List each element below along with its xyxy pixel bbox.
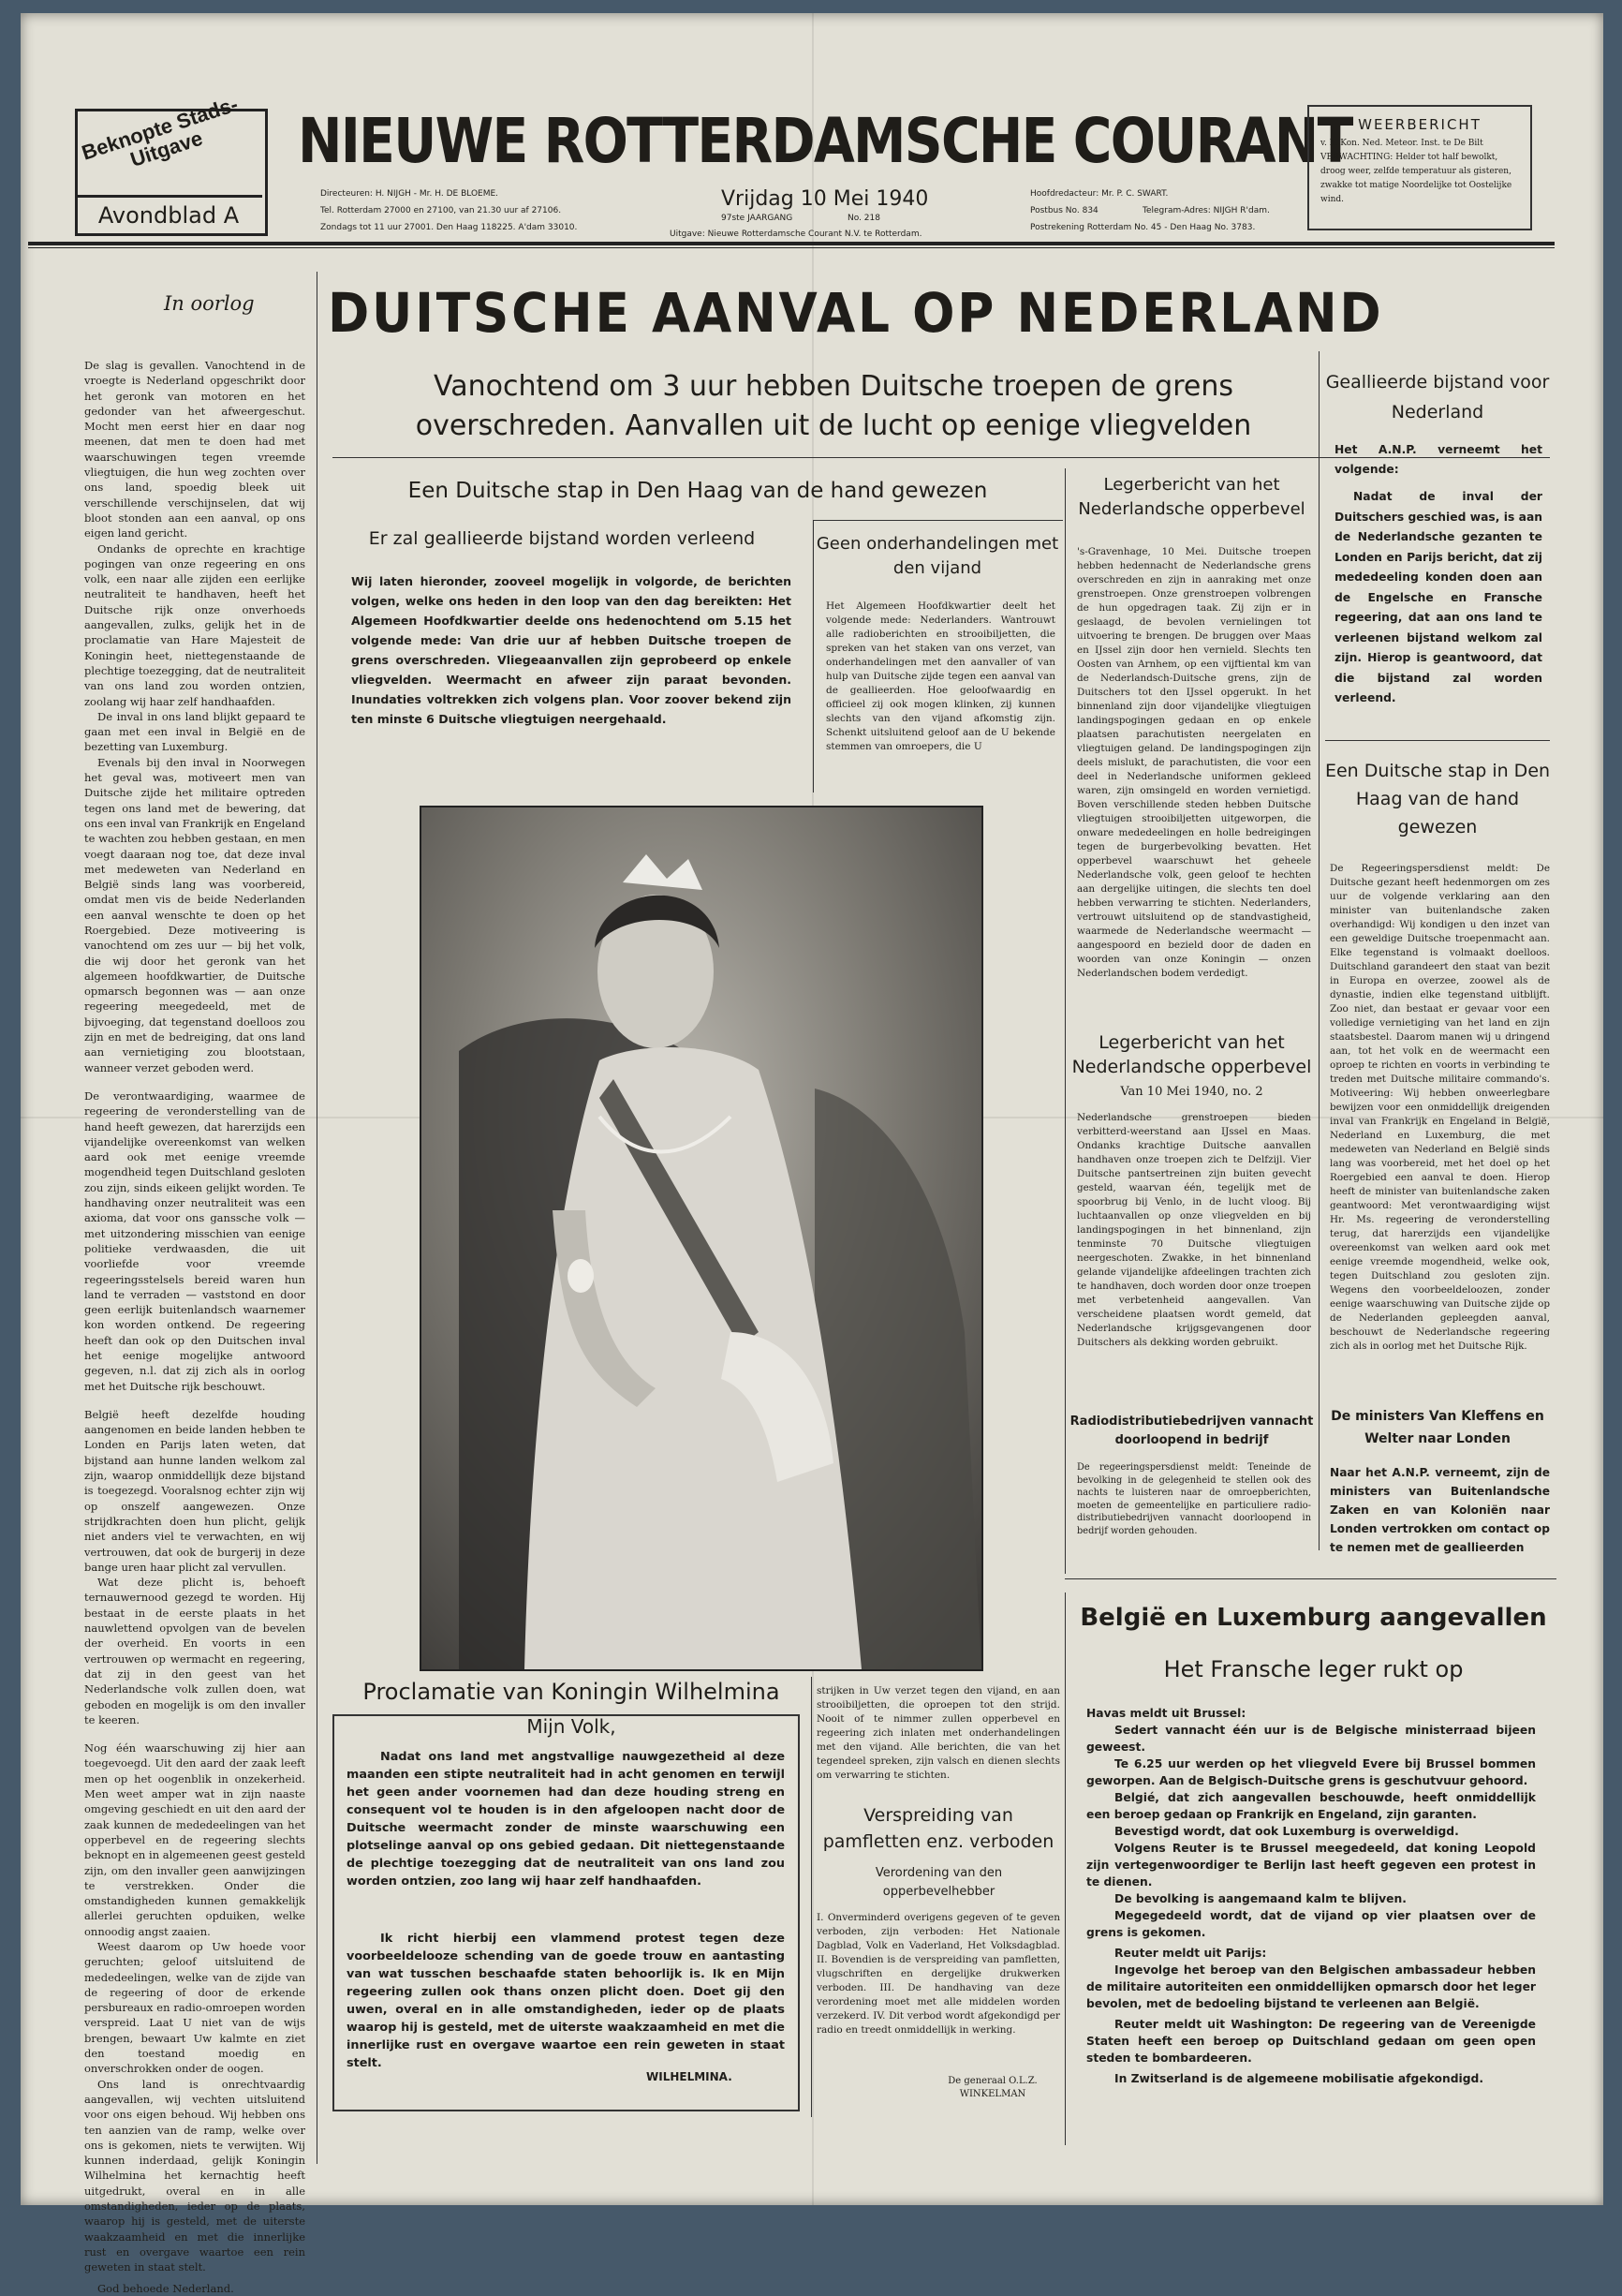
legerbericht2-headline: Legerbericht van het Nederlandsche opperbevel: [1071, 1032, 1312, 1077]
ministers-body: Naar het A.N.P. verneemt, zijn de ministers van Buitenlandsche Zaken en van Koloniën naar Londen vertrokken om contact op te nemen met de geallieerden: [1330, 1466, 1550, 1554]
header-rule: [28, 242, 1555, 245]
verspreiding-headline: Verspreiding van pamfletten enz. verboden: [822, 1805, 1054, 1852]
proclamation-headline: Proclamatie van Koningin Wilhelmina: [362, 1679, 780, 1705]
proclamation-paragraph: Ik richt hierbij een vlammend protest tegen deze voorbeeldelooze schending van de goede trouw en aantasting van wat tusschen beschaafde staten behoorlijk is. Ik en Mijn regeering zullen ook thans onzen plicht doen. Doet gij den uwen, overal en in alle omstandigheden, ieder op de plaats waarop hij is gesteld, met de uiterste waakzaamheid en met die innerlijke rust en overgave waartoe een rein geweten in staat stelt.: [347, 1932, 785, 2070]
belgie-headline: België en Luxemburg aangevallen: [1080, 1604, 1547, 1632]
belgie-body: [1086, 1705, 1536, 2087]
stap-right-headline: Een Duitsche stap in Den Haag van de hand gewezen: [1324, 761, 1551, 837]
belgie-paragraph: Reuter meldt uit Parijs:: [1114, 1947, 1267, 1960]
belgie-paragraph: Reuter meldt uit Washington: De regeering van de Vereenigde Staten heeft een beroep op Duitschland gedaan om geen open steden te bombardeeren.: [1086, 2018, 1536, 2065]
belgie-paragraph: Sedert vannacht één uur is de Belgische ministerraad bijeen geweest.: [1086, 1724, 1536, 1754]
verspreiding-signature: De generaal O.L.Z. WINKELMAN: [948, 2076, 1038, 2099]
postbus-line: Postbus No. 834: [1030, 206, 1099, 215]
editorial-paragraph: Ons land is onrechtvaardig aangevallen, wij vechten uitsluitend voor ons eigen behoud. Wij hebben ons ten aanzien van de ramp, welke over ons is gekomen, niets te verwijten. Wij kunnen inderdaad, gelijk Koningin Wilhelmina het kernachtig heeft uitgedrukt, overal en in alle omstandigheden, ieder op de plaats, waarop hij is gesteld, met de uiterste waakzaamheid en met die innerlijke rust en overgave waartoe een rein geweten in staat stelt.: [84, 2077, 305, 2274]
editor-line: Hoofdredacteur: Mr. P. C. SWART.: [1030, 189, 1169, 199]
belgie-paragraph: Bevestigd wordt, dat ook Luxemburg is overweldigd.: [1114, 1825, 1459, 1838]
belgie-paragraph: Havas meldt uit Brussel:: [1086, 1707, 1246, 1720]
geen-headline: Geen onderhandelingen met den vijand: [816, 534, 1059, 578]
editorial-paragraph: Nog één waarschuwing zij hier aan toegevoegd. Uit den aard der zaak leeft men op het oogenblik in onzekerheid. Men weet amper wat in zijn naaste omgeving geschiedt en uit den aard der zaak kunnen de mededeelingen van het opperbevel en de regeering slechts beknopt en in algemeenen geest gesteld zijn, om den invaller geen aanwijzingen te verstrekken. Onder die omstandigheden kunnen gemakkelijk allerlei geruchten opduiken, welke onnoodig angst zaaien.: [84, 1741, 305, 1938]
stap-right-body: De Regeeringspersdienst meldt: De Duitsche gezant heeft hedenmorgen om zes uur de volgende verklaring aan den minister van buitenlandsche zaken overhandigd: Wij kondigen u den inzet van een geweldige Duitsche troepenmacht aan. Elke tegenstand is volmaakt doelloos. Duitschland garandeert den staat van bezit in Europa en overzee, zoowel als de dynastie, indien elke tegenstand uitblijft. Zoo niet, dan bestaat er gevaar voor een volledige vernietiging van het land en zijn staatsbestel. Daarom manen wij u dringend aan, tot het volk en de weermacht een oproep te richten en voorts in verbinding te treden met Duitsche militaire commando's. Motiveering: Wij hebben onweerlegbare bewijzen voor een onmiddellijk dreigenden inval van Frankrijk en Engeland in België, Nederland en Luxemburg, die met medeweten van Nederland en België sinds lang was voorbereid, met het doel op het Roergebied een aanval te doen. Hierop heeft de minister van buitenlandsche zaken geantwoord: Met verontwaardiging wijst Hr. Ms. regeering de veronderstelling terug, dat harerzijds een vijandelijke overeenkomst van welken aard ook met eenige vreemde mogendheid, welke ook, tegen Duitschland zou gesloten zijn. Wegens den voorbeeldeloozen, zonder eenige waarschuwing van Duitsche zijde op de Nederlanden gepleegden aanval, beschouwt de Nederlandsche regeering zich als in oorlog met het Duitsche Rijk.: [1330, 863, 1550, 1352]
queen-portrait: [420, 806, 983, 1671]
editorial-paragraph: Ondanks de oprechte en krachtige pogingen van onze regeering en ons volk, een naar alle zijden een eerlijke neutraliteit te handhaven, heeft het Duitsche rijk onze onverhoeds aangevallen, zulks, gelijk het in de proclamatie van Hare Majesteit de Koningin heet, niettegenstaande de plechtige toezegging, dat de neutraliteit van ons land zou worden ontzien, zoolang wij haar zelf handhaafden.: [84, 541, 305, 708]
column-rule: [1319, 351, 1320, 1550]
editorial-paragraph: Weest daarom op Uw hoede voor geruchten; geloof uitsluitend de mededeelingen, welke van de zijde van de regeering of door de erkende persbureaux en radio-omroepen worden verspreid. Laat U niet van de wijs brengen, bewaart Uw kalmte en ziet den toestand moedig en onverschrokken onder de oogen.: [84, 1939, 305, 2076]
verspreiding-subheadline: Verordening van den opperbevelhebber: [875, 1866, 1003, 1899]
geen-continued: strijken in Uw verzet tegen den vijand, en aan strooibiljetten, die oproepen tot den strijd. Nooit of te nimmer zullen opperbevel en regeering zich inlaten met onderhandelingen met den vijand. Alle berichten, die van het tegendeel spreken, zijn valsch en dienen slechts om verwarring te stichten.: [817, 1685, 1060, 1781]
stap-headline: Een Duitsche stap in Den Haag van de hand gewezen: [407, 479, 988, 503]
editorial-title: In oorlog: [164, 292, 255, 315]
edition-stamp: Beknopte Stads-Uitgave: [79, 92, 241, 172]
weather-box: [1307, 105, 1532, 230]
legerbericht2-body: Nederlandsche grenstroepen bieden verbitterd-weerstand aan IJssel en Maas. Ondanks krachtige Duitsche aanvallen handhaven onze troepen zich te Delfzijl. Vier Duitsche pantsertreinen zijn buiten gevecht gesteld, waarvan één, tegelijk met de spoorbrug bij Venlo, in de lucht vloog. Bij luchtaanvallen op onze vliegvelden en bij landingspogingen in het binnenland, zijn tenminste 70 Duitsche vliegtuigen neergeschoten. Zwakke, in het binnenland gelande vijandelijke afdeelingen trachten zich te handhaven, doch worden door onze troepen met verbetenheid aangevallen. Van verscheidene plaatsen wordt gemeld, dat Nederlandsche krijgsgevangenen door Duitschers als dekking worden gebruikt.: [1077, 1112, 1311, 1348]
column-rule: [1065, 468, 1066, 1574]
belgie-subheadline: Het Fransche leger rukt op: [1163, 1656, 1464, 1682]
editorial-body: [84, 358, 305, 2296]
verspreiding-body: I. Onverminderd overigens gegeven of te geven verboden, zijn verboden: Het Nationale Dagblad, Volk en Vaderland, Het Volksdagblad. II. Bovendien is de verspreiding van pamfletten, vlugschriften en dergelijke drukwerken verboden. III. De handhaving van deze verordening moet met alle middelen worden verzekerd. IV. Dit verbod wordt afgekondigd per radio en treedt onmiddellijk in werking.: [817, 1912, 1060, 2036]
editorial-paragraph: Evenals bij den inval in Noorwegen het geval was, motiveert men van Duitsche zijde het militaire optreden tegen ons land met de bewering, dat ons een inval van Frankrijk en Engeland te wachten zou hebben gestaan, en men voegt daaraan nog toe, dat deze inval met medeweten van Nederland en België sinds lang was voorbereid, omdat men vis de beide Nederlanden een aanval wenschte te doen op het Roergebied. Deze motiveering is vanochtend om zes uur — bij het volk, die wij door het geronk van het algemeen hoofdkwartier, de Duitsche opmarsch begonnen was — aan onze regeering meegedeeld, met de bijvoeging, dat tegenstand doelloos zou zijn en met de bedreiging, dat ons land aan vernietiging zou blootstaan, wanneer verzet geboden werd.: [84, 755, 305, 1074]
issue-date: Vrijdag 10 Mei 1940: [721, 187, 929, 211]
bijstand-body: Wij laten hieronder, zooveel mogelijk in volgorde, de berichten volgen, welke ons heden in den loop van den dag bereikten: Het Algemeen Hoofdkwartier deelde ons hedenochtend om 5.15 het volgende mede: Van drie uur af hebben Duitsche troepen de grens overschreden. Vliegeaanvallen zijn geprobeerd op enkele vliegvelden. Weermacht en afweer zijn paraat bevonden. Inundaties voltrekken zich volgens plan. Voor zoover bekend zijn ten minste 6 Duitsche vliegtuigen neergehaald.: [351, 574, 791, 726]
geallieerde-intro: Het A.N.P. verneemt het volgende:: [1334, 443, 1542, 476]
issue-number: No. 218: [848, 214, 880, 223]
column-rule: [1065, 1592, 1066, 2145]
postrekening-line: Postrekening Rotterdam No. 45 - Den Haag No. 3783.: [1030, 223, 1256, 232]
belgie-paragraph: Te 6.25 uur werden op het vliegveld Evere bij Brussel bommen geworpen. Aan de Belgisch-Duitsche grens is geschutvuur gehoord.: [1086, 1757, 1536, 1787]
editorial-closing: God behoede Nederland.: [97, 2281, 234, 2295]
belgie-paragraph: Ingevolge het beroep van den Belgischen ambassadeur hebben de militaire autoriteiten een onmiddellijken opmarsch door het leger bevolen, met de bedoeling bijstand te verleenen aan België.: [1086, 1963, 1536, 2010]
belgie-paragraph: Belgié, dat zich aangevallen beschouwde, heeft onmiddellijk een beroep gedaan op Frankrijk en Engeland, zijn garanten.: [1086, 1791, 1536, 1821]
bijstand-headline: Er zal geallieerde bijstand worden verleend: [368, 528, 756, 549]
proclamation-greeting: Mijn Volk,: [526, 1715, 616, 1738]
legerbericht1-body: 's-Gravenhage, 10 Mei. Duitsche troepen hebben hedennacht de Nederlandsche grens overschreden en zijn in aanraking met onze grenstroepen. Onze grenstroepen volbrengen de hun opgedragen taak. Zij zijn er in geslaagd, de bevolen vernielingen tot uitvoering te brengen. De bruggen over Maas en IJssel zijn door hen vernield. Slechts ten Oosten van Arnhem, op een vijftiental km van de Nederlandsch-Duitsche grens, zijn de Duitschers tot den IJssel opgerukt. In het binnenland zijn door vijandelijke vliegtuigen landingspogingen gedaan en op enkele plaatsen parachutisten neergelaten en vliegtuigen geland. De landingspogingen zijn deels mislukt, de parachutisten, die voor een deel in Nederlandsche uniformen gekleed waren, zijn omsingeld en worden vernietigd. Boven verschillende steden hebben Duitsche vliegtuigen strooibiljetten uitgeworpen, die onware mededeelingen en holle bedreigingen tegen de burgerbevolking bevatten. Het opperbevel waarschuwt het geheele Nederlandsche volk, geen geloof te hechten aan dergelijke uitingen, die slechts ten doel hebben verwarring te stichten. Nederlanders, vertrouwt uitsluitend op de standvastigheid, waarmede de Nederlandsche weermacht — aangespoord en bezield door de daden en woorden van onze Koningin — onzen Nederlandschen bodem verdedigt.: [1077, 546, 1311, 979]
radio-headline: Radiodistributiebedrijven vannacht doorloopend in bedrijf: [1069, 1415, 1314, 1447]
column-rule: [811, 1677, 812, 2117]
geallieerde-body: Nadat de inval der Duitschers geschied was, is aan de Nederlandsche gezanten te Londen en Parijs bericht, dat zij mededeeling konden doen aan de Engelsche en Fransche regeering, dat aan ons land te verleenen bijstand welkom zal zijn. Hierop is geantwoord, dat die bijstand zal worden verleend.: [1334, 490, 1542, 704]
section-rule: [1325, 740, 1550, 741]
proclamation-signature: WILHELMINA.: [646, 2070, 732, 2083]
section-rule: [1065, 1578, 1556, 1579]
legerbericht2-date: Van 10 Mei 1940, no. 2: [1120, 1085, 1263, 1099]
weather-text: v. h. Kon. Ned. Meteor. Inst. te De Bilt VERWACHTING: Helder tot half bewolkt, droog weer, zelfde temperatuur als gisteren, zwakke tot matige Noordelijke tot Oostelijke wind.: [1320, 139, 1512, 204]
masthead: NIEUWE ROTTERDAMSCHE COURANT: [298, 105, 1352, 177]
editorial-paragraph: De slag is gevallen. Vanochtend in de vroegte is Nederland opgeschrikt door het geronk van motoren en het gedonder van het afweergeschut. Mocht men eerst hier en daar nog meenen, dat men te doen had met waarschuwingen tegen vreemde vliegtuigen, die hun weg zochten over ons land, spoedig bleek uit verschillende verschijnselen, dat wij bloot stonden aan een aanval, op ons eigen land gericht.: [84, 359, 305, 541]
geen-body: Het Algemeen Hoofdkwartier deelt het volgende mede: Nederlanders. Wantrouwt alle radioberichten en strooibiljetten, die spreken van het staken van ons verzet, van onderhandelingen met den aanvaller of van hulp van Duitsche zijde tegen een aanval van de geallieerden. Hoe geloofwaardig en officieel zij ook mogen klinken, zij kunnen slechts van den vijand afkomstig zijn. Schenkt uitsluitend geloof aan de U bekende stemmen van omroepers, die U: [826, 600, 1055, 752]
editorial-paragraph: De verontwaardiging, waarmee de regeering de veronderstelling van de hand heeft gewezen, dat harerzijds een vijandelijke overeenkomst van welken aard ook met eenige vreemde mogendheid tegen Duitschland gesloten zou zijn, sinds eikeen gelijkt worden. Te handhaving onzer neutraliteit was een axioma, dat voor ons ganssche volk — met uitzondering misschien van eenige politieke verdwaasden, die uit voorliefde voor vreemde regeeringsstelsels bereid waren hun land te verraden — vaststond en door geen eerlijk buitenlandsch waarnemer kon worden ontkend. De regeering heeft dan ook op den Duitschen inval het eenige mogelijke antwoord gegeven, n.l. dat zij zich als in oorlog met het Duitsche rijk beschouwt.: [84, 1089, 305, 1393]
sunday-line: Zondags tot 11 uur 27001. Den Haag 118225. A'dam 33010.: [320, 223, 578, 232]
belgie-paragraph: In Zwitserland is de algemeene mobilisatie afgekondigd.: [1114, 2072, 1483, 2085]
belgie-paragraph: Volgens Reuter is te Brussel meegedeeld, dat koning Leopold zijn vertegenwoordiger te Berlijn last heeft gegeven een protest in te dienen.: [1086, 1842, 1536, 1889]
belgie-paragraph: Megegedeeld wordt, dat de vijand op vier plaatsen over de grens is gekomen.: [1086, 1909, 1536, 1939]
portrait-illustration: [421, 807, 981, 1669]
header-rule-thin: [28, 247, 1555, 248]
editorial-paragraph: De inval in ons land blijkt gepaard te gaan met een inval in België en de bezetting van Luxemburg.: [84, 709, 305, 754]
directors-line: Directeuren: H. NIJGH - Mr. H. DE BLOEME.: [320, 189, 499, 199]
weather-title: WEERBERICHT: [1358, 116, 1482, 133]
geallieerde-headline: Geallieerde bijstand voor Nederland: [1325, 372, 1550, 422]
edition-label: Avondblad A: [75, 195, 262, 233]
proclamation-paragraph: Nadat ons land met angstvallige nauwgezetheid al deze maanden een stipte neutraliteit had in acht genomen en terwijl het geen ander voornemen had dan deze houding streng en consequent vol te houden is in den afgeloopen nacht door de Duitsche weermacht zonder de minste waarschuwing een plotselinge aanval op ons gebied gedaan. Dit niettegenstaande de plechtige toezegging dat de neutraliteit van ons land zou worden ontzien, zoo lang wij haar zelf handhaafden.: [347, 1750, 785, 1889]
main-subheadline: Vanochtend om 3 uur hebben Duitsche troepen de grens overschreden. Aanvallen uit de lucht op eenige vliegvelden: [415, 370, 1252, 442]
legerbericht1-headline: Legerbericht van het Nederlandsche opperbevel: [1078, 475, 1305, 519]
belgie-paragraph: De bevolking is aangemaand kalm te blijven.: [1114, 1892, 1407, 1905]
publisher-line: Uitgave: Nieuwe Rotterdamsche Courant N.V. te Rotterdam.: [670, 230, 922, 239]
telegram-line: Telegram-Adres: NIJGH R'dam.: [1143, 206, 1270, 215]
editorial-paragraph: België heeft dezelfde houding aangenomen en beide landen hebben te Londen en Parijs laten weten, dat bijstand aan hunne landen welkom zal zijn, waarop onmiddellijk deze bijstand is toegezegd. Vooralsnog echter zijn wij op onszelf aangewezen. Onze strijdkrachten doen hun plicht, gelijk niet anders viel te verwachten, en wij vertrouwen, dat ook de burgerij in deze bange uren haar plicht zal vervullen.: [84, 1407, 305, 1574]
main-headline: DUITSCHE AANVAL OP NEDERLAND: [328, 281, 1384, 345]
editorial-paragraph: Wat deze plicht is, behoeft ternauwernood gezegd te worden. Hij bestaat in de eerste plaats in het nauwlettend opvolgen van de bevelen der overheid. En voorts in een vertrouwen op wermacht en regeering, dat zij in den geest van het Nederlandsche volk zullen doen, wat geboden en mogelijk is om den invaller te keeren.: [84, 1576, 305, 1726]
radio-body: De regeeringspersdienst meldt: Teneinde de bevolking in de gelegenheid te stellen ook des nachts te luisteren naar de omroepberichten, moeten de gemeentelijke en particuliere radio-distributiebedrijven vannacht doorloopend in bedrijf worden gehouden.: [1077, 1462, 1311, 1536]
issue-year: 97ste JAARGANG: [721, 214, 793, 223]
phones-line: Tel. Rotterdam 27000 en 27100, van 21.30 uur af 27106.: [320, 206, 562, 215]
ministers-headline: De ministers Van Kleffens en Welter naar Londen: [1331, 1409, 1544, 1446]
